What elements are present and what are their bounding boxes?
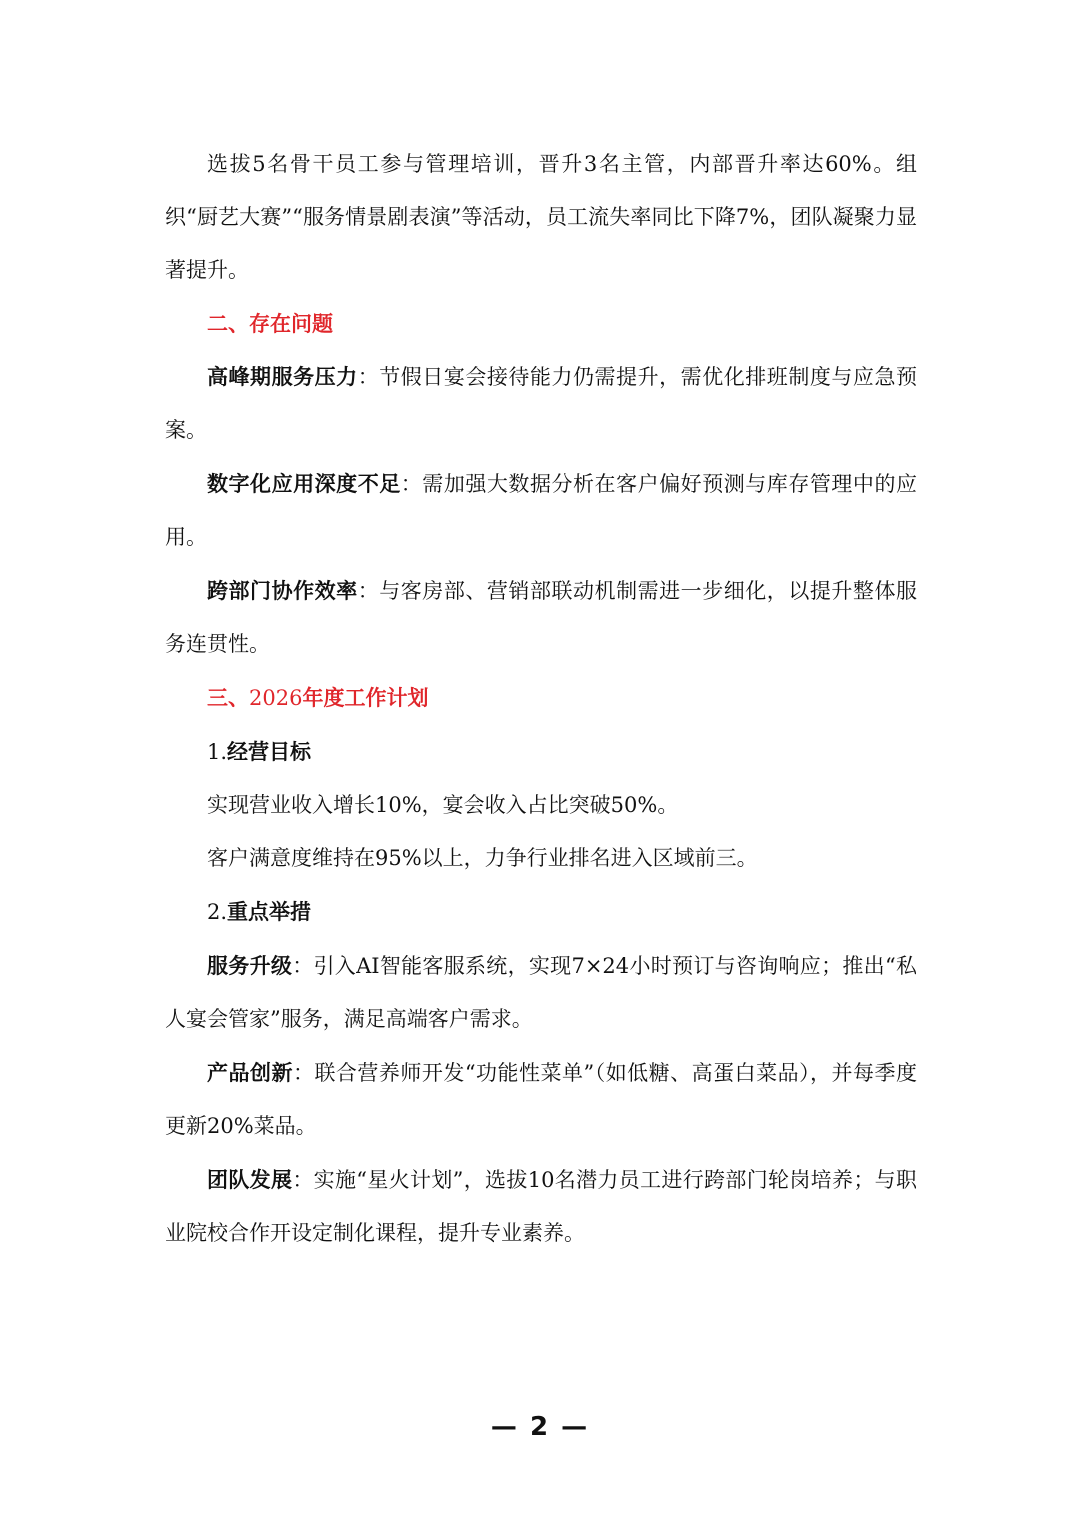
- paragraph-measure-product: [165, 1046, 917, 1153]
- paragraph-measure-team: [165, 1153, 917, 1260]
- issue-text-digital: ：需加强大数据分析在客户偏好预测与库存管理中的应用。: [165, 472, 917, 549]
- plan-heading-prefix: 三、: [207, 685, 249, 710]
- subheading-measures-number: 2.: [207, 900, 228, 924]
- section-heading-plan: [165, 671, 917, 725]
- subheading-goals-title: 经营目标: [227, 739, 312, 764]
- paragraph-issue-peak: [165, 350, 917, 457]
- subheading-goals: [165, 725, 917, 779]
- issue-text-peak: ：节假日宴会接待能力仍需提升，需优化排班制度与应急预案。: [165, 365, 917, 442]
- measure-text-service: ：引入AI智能客服系统，实现7×24小时预订与咨询响应；推出“私人宴会管家”服务，满足高端客户需求。: [165, 954, 918, 1031]
- subheading-goals-number: 1.: [207, 740, 228, 764]
- measure-text-product: ：联合营养师开发“功能性菜单”（如低糖、高蛋白菜品），并每季度更新20%菜品。: [165, 1061, 917, 1138]
- issue-label-collab: 跨部门协作效率: [207, 578, 358, 603]
- measure-label-product: 产品创新: [207, 1060, 293, 1085]
- plan-heading-suffix: 年度工作计划: [302, 685, 429, 710]
- issue-label-peak: 高峰期服务压力: [207, 364, 358, 389]
- subheading-measures: [165, 885, 917, 939]
- paragraph-goal-satisfaction: 客户满意度维持在95%以上，力争行业排名进入区域前三。: [207, 846, 758, 870]
- measure-label-service: 服务升级: [207, 953, 293, 978]
- paragraph-issue-collab: [165, 564, 917, 671]
- issue-label-digital: 数字化应用深度不足: [207, 471, 401, 496]
- paragraph-measure-service: [165, 939, 917, 1046]
- subheading-measures-title: 重点举措: [227, 899, 312, 924]
- measure-text-team: ：实施“星火计划”，选拔10名潜力员工进行跨部门轮岗培养；与职业院校合作开设定制化课程，提升专业素养。: [165, 1168, 917, 1245]
- section-heading-issues: 二、存在问题: [207, 311, 333, 336]
- measure-label-team: 团队发展: [207, 1167, 293, 1192]
- plan-heading-year: 2026: [249, 686, 303, 710]
- paragraph-goal-revenue: 实现营业收入增长10%，宴会收入占比突破50%。: [207, 793, 679, 817]
- document-body: [165, 138, 917, 1260]
- paragraph-training: 选拔5名骨干员工参与管理培训，晋升3名主管，内部晋升率达60%。组织“厨艺大赛”“服务情景剧表演”等活动，员工流失率同比下降7%，团队凝聚力显著提升。: [165, 152, 917, 282]
- page-number: — 2 —: [490, 1412, 590, 1442]
- paragraph-issue-digital: [165, 457, 917, 564]
- issue-text-collab: ：与客房部、营销部联动机制需进一步细化，以提升整体服务连贯性。: [165, 579, 917, 656]
